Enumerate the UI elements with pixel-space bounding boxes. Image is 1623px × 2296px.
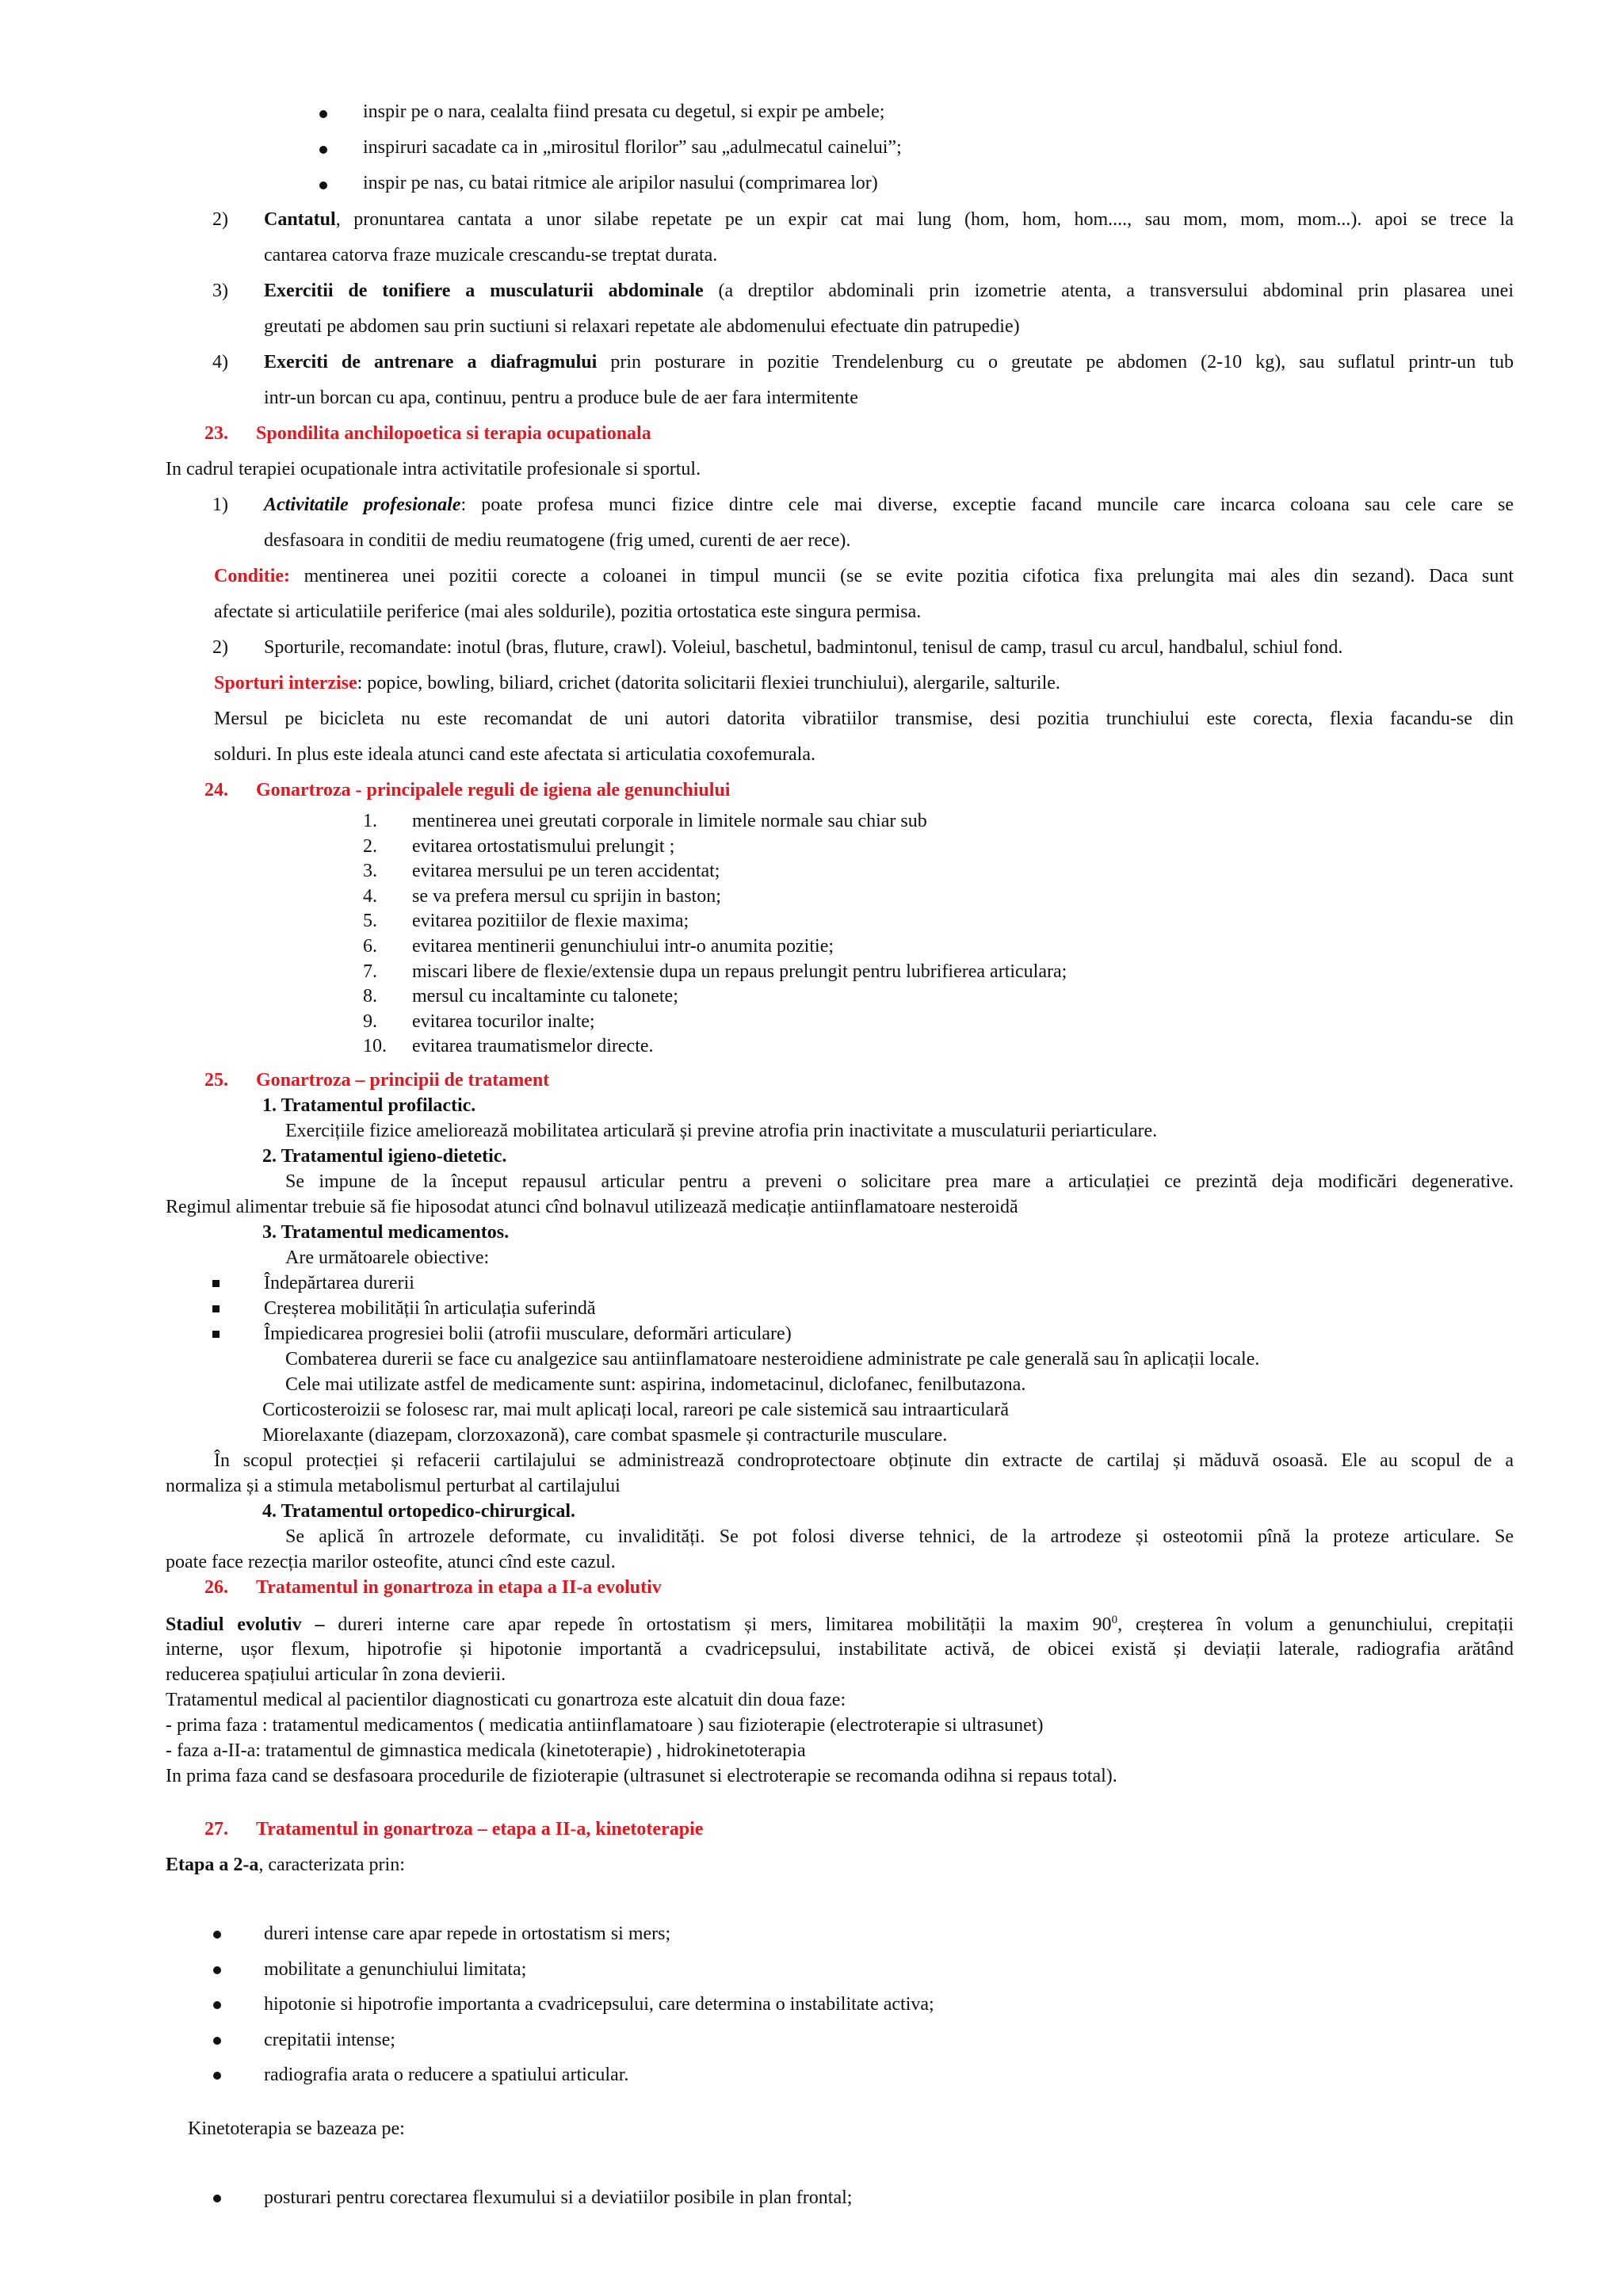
paragraph: Tratamentul medical al pacientilor diagnosticati cu gonartroza este alcatuit din doua faze: <box>166 1690 846 1710</box>
rule-text: evitarea mersului pe un teren accidentat; <box>412 861 720 881</box>
resp-item-line <box>264 210 1514 229</box>
paragraph: normaliza și a stimula metabolismul perturbat al cartilajului <box>166 1476 621 1496</box>
paragraph <box>264 495 1514 514</box>
rule-number: 8. <box>363 986 377 1007</box>
section-title: Tratamentul in gonartroza – etapa a II-a, kinetoterapie <box>256 1819 704 1839</box>
objective-item: Împiedicarea progresiei bolii (atrofii musculare, deformări articulare) <box>264 1324 792 1344</box>
paragraph: Miorelaxante (diazepam, clorzoxazonă), care combat spasmele și contracturile musculare. <box>262 1425 948 1446</box>
section-title: Tratamentul in gonartroza in etapa a II-a evolutiv <box>256 1577 662 1598</box>
objective-item: Îndepărtarea durerii <box>264 1273 414 1293</box>
stage-text: , caracterizata prin: <box>258 1855 405 1875</box>
paragraph <box>166 1855 405 1874</box>
section-number: 27. <box>204 1819 228 1839</box>
forbidden-label: Sporturi interzise <box>214 673 357 693</box>
paragraph: - faza a-II-a: tratamentul de gimnastica medicala (kinetoterapie) , hidrokinetoterapia <box>166 1740 806 1761</box>
rule-text: mentinerea unei greutati corporale in limitele normale sau chiar sub <box>412 811 927 831</box>
stage-label: Etapa a 2-a <box>166 1855 259 1875</box>
item-title: Activitatile profesionale <box>264 495 461 515</box>
bullet-icon <box>319 181 327 189</box>
paragraph: interne, ușor flexum, hipotrofie și hipotonie importantă a cvadricepsului, instabilitate activă, de obicei există și deviații laterale, radiografia arătând <box>166 1639 1514 1660</box>
resp-item-title: Exercitii de tonifiere a musculaturii abdominale <box>264 281 704 301</box>
bullet-icon <box>213 2001 221 2009</box>
rule-number: 1. <box>363 811 377 831</box>
resp-item-text: , pronuntarea cantata a unor silabe repetate pe un expir cat mai lung (hom, hom, hom...., sau mom, mom, mom...). apoi se trece la <box>335 209 1514 230</box>
bullet-icon <box>213 2195 221 2202</box>
section-number: 24. <box>204 780 228 800</box>
list-item: crepitatii intense; <box>264 2030 395 2050</box>
paragraph: Se aplică în artrozele deformate, cu invalidități. Se pot folosi diverse tehnici, de la artrodeze și osteotomii pînă la proteze articulare. Se <box>285 1526 1514 1547</box>
paragraph <box>214 674 1060 693</box>
list-item: dureri intense care apar repede in ortostatism si mers; <box>264 1924 671 1944</box>
list-item: mobilitate a genunchiului limitata; <box>264 1959 527 1980</box>
subheading: 2. Tratamentul igieno-dietetic. <box>262 1146 507 1167</box>
rule-number: 4. <box>363 886 377 907</box>
rule-text: evitarea mentinerii genunchiului intr-o anumita pozitie; <box>412 936 834 957</box>
resp-bullet: inspiruri sacadate ca in „mirositul florilor” sau „adulmecatul cainelui”; <box>363 137 902 158</box>
resp-item-title: Cantatul <box>264 209 336 230</box>
rule-text: miscari libere de flexie/extensie dupa un repaus prelungit pentru lubrifierea articulara; <box>412 961 1067 982</box>
paragraph: reducerea spațiului articular în zona devierii. <box>166 1664 506 1685</box>
rule-number: 7. <box>363 961 377 982</box>
subheading: 4. Tratamentul ortopedico-chirurgical. <box>262 1501 576 1522</box>
paragraph: Corticosteroizii se folosesc rar, mai mult aplicați local, rareori pe cale sistemică sau intraarticulară <box>262 1400 1009 1420</box>
section-number: 26. <box>204 1577 228 1598</box>
rule-text: evitarea tocurilor inalte; <box>412 1011 595 1032</box>
paragraph: Kinetoterapia se bazeaza pe: <box>188 2118 405 2139</box>
paragraph: Exercițiile fizice ameliorează mobilitatea articulară și previne atrofia prin inactivitate a musculaturii periarticulare. <box>285 1121 1158 1141</box>
rule-number: 5. <box>363 911 377 931</box>
condition-label: Conditie: <box>214 566 290 586</box>
subheading: 1. Tratamentul profilactic. <box>262 1095 476 1116</box>
item-number: 3) <box>212 281 228 301</box>
paragraph: afectate si articulatiile periferice (mai ales soldurile), pozitia ortostatica este singura permisa. <box>214 602 922 622</box>
forbidden-text: : popice, bowling, biliard, crichet (datorita solicitarii flexiei trunchiului), alergarile, salturile. <box>357 673 1060 693</box>
bullet-icon <box>319 110 327 118</box>
list-item: hipotonie si hipotrofie importanta a cvadricepsului, care determina o instabilitate activa; <box>264 1994 934 2015</box>
bullet-icon <box>213 1931 221 1939</box>
paragraph: Sporturile, recomandate: inotul (bras, fluture, crawl). Voleiul, baschetul, badmintonul, tenisul de camp, trasul cu arcul, handbalul, schiul fond. <box>264 637 1343 658</box>
section-number: 23. <box>204 423 228 444</box>
resp-item-title: Exerciti de antrenare a diafragmului <box>264 352 598 372</box>
rule-number: 3. <box>363 861 377 881</box>
paragraph <box>214 567 1514 586</box>
rule-number: 9. <box>363 1011 377 1032</box>
bullet-icon <box>319 146 327 154</box>
rule-number: 10. <box>363 1036 387 1056</box>
section-title: Spondilita anchilopoetica si terapia ocupationala <box>256 423 651 444</box>
rule-number: 6. <box>363 936 377 957</box>
resp-item-line: cantarea catorva fraze muzicale crescandu-se treptat durata. <box>264 245 718 266</box>
resp-bullet: inspir pe nas, cu batai ritmice ale aripilor nasului (comprimarea lor) <box>363 173 878 193</box>
item-number: 4) <box>212 352 228 372</box>
paragraph: desfasoara in conditii de mediu reumatogene (frig umed, curenti de aer rece). <box>264 530 851 551</box>
section-number: 25. <box>204 1070 228 1091</box>
paragraph: Cele mai utilizate astfel de medicamente sunt: aspirina, indometacinul, diclofanec, fenilbutazona. <box>285 1374 1026 1395</box>
rule-text: evitarea pozitiilor de flexie maxima; <box>412 911 689 931</box>
paragraph: În scopul protecției și refacerii cartilajului se administrează condroprotectoare obținute din extracte de cartilaj și măduvă osoasă. Ele au scopul de a <box>214 1450 1514 1471</box>
paragraph: solduri. In plus este ideala atunci cand este afectata si articulatia coxofemurala. <box>214 744 815 765</box>
resp-bullet: inspir pe o nara, cealalta fiind presata cu degetul, si expir pe ambele; <box>363 101 885 122</box>
paragraph: poate face rezecția marilor osteofite, atunci cînd este cazul. <box>166 1552 616 1572</box>
stage-text: , creșterea în volum a genunchiului, crepitații <box>1117 1614 1514 1635</box>
paragraph: Mersul pe bicicleta nu este recomandat de uni autori datorita vibratiilor transmise, desi pozitia trunchiului este corecta, flexia facandu-se din <box>214 709 1514 729</box>
section-title: Gonartroza - principalele reguli de igiena ale genunchiului <box>256 780 731 800</box>
resp-item-text: (a dreptilor abdominali prin izometrie atenta, a transversului abdominal prin plasarea unei <box>703 281 1514 301</box>
rule-text: evitarea traumatismelor directe. <box>412 1036 654 1056</box>
paragraph: In prima faza cand se desfasoara procedurile de fizioterapie (ultrasunet si electroterapie se recomanda odihna si repaus total). <box>166 1766 1117 1786</box>
objective-item: Creșterea mobilității în articulația suferindă <box>264 1298 596 1319</box>
bullet-icon <box>213 2037 221 2045</box>
bullet-icon <box>213 2072 221 2080</box>
item-number: 1) <box>212 495 228 515</box>
bullet-icon <box>213 1966 221 1974</box>
stage-label: Stadiul evolutiv – <box>166 1614 325 1635</box>
paragraph: Are următoarele obiective: <box>285 1247 490 1268</box>
paragraph: In cadrul terapiei ocupationale intra activitatile profesionale si sportul. <box>166 459 701 479</box>
section-title: Gonartroza – principii de tratament <box>256 1070 550 1091</box>
square-bullet-icon <box>212 1280 220 1287</box>
paragraph: Combaterea durerii se face cu analgezice sau antiinflamatoare nesteroidiene administrate pe cale generală sau în aplicații locale. <box>285 1349 1260 1370</box>
item-number: 2) <box>212 209 228 230</box>
resp-item-line <box>264 281 1514 300</box>
list-item: posturari pentru corectarea flexumului si a deviatiilor posibile in plan frontal; <box>264 2187 853 2208</box>
stage-text: dureri interne care apar repede în ortostatism și mers, limitarea mobilității la maxim 90 <box>324 1614 1112 1635</box>
resp-item-line <box>264 353 1514 372</box>
paragraph <box>166 1614 1514 1634</box>
rule-text: se va prefera mersul cu sprijin in baston; <box>412 886 721 907</box>
condition-text: mentinerea unei pozitii corecte a coloanei in timpul muncii (se se evite pozitia cifotica fixa prelungita mai ales din sezand). Daca sunt <box>290 566 1514 586</box>
resp-item-text: prin posturare in pozitie Trendelenburg cu o greutate pe abdomen (2-10 kg), sau suflatul printr-un tub <box>597 352 1514 372</box>
paragraph: Se impune de la început repausul articular pentru a preveni o solicitare prea mare a articulației ce prezintă deja modificări degenerative. <box>285 1171 1514 1192</box>
subheading: 3. Tratamentul medicamentos. <box>262 1222 510 1243</box>
item-number: 2) <box>212 637 228 658</box>
paragraph: Regimul alimentar trebuie să fie hiposodat atunci cînd bolnavul utilizează medicație antiinflamatoare nesteroidă <box>166 1197 1018 1217</box>
rule-number: 2. <box>363 836 377 857</box>
rule-text: mersul cu incaltaminte cu talonete; <box>412 986 678 1007</box>
square-bullet-icon <box>212 1331 220 1338</box>
item-text: : poate profesa munci fizice dintre cele mai diverse, exceptie facand muncile care incarca coloana sau cele care se <box>460 495 1514 515</box>
square-bullet-icon <box>212 1305 220 1312</box>
resp-item-line: greutati pe abdomen sau prin suctiuni si relaxari repetate ale abdomenului efectuate din patrupedie) <box>264 316 1020 337</box>
rule-text: evitarea ortostatismului prelungit ; <box>412 836 675 857</box>
paragraph: - prima faza : tratamentul medicamentos ( medicatia antiinflamatoare ) sau fizioterapie (electroterapie si ultrasunet) <box>166 1715 1044 1736</box>
degree-superscript: 0 <box>1111 1614 1118 1626</box>
resp-item-line: intr-un borcan cu apa, continuu, pentru a produce bule de aer fara intermitente <box>264 388 858 408</box>
list-item: radiografia arata o reducere a spatiului articular. <box>264 2065 629 2085</box>
